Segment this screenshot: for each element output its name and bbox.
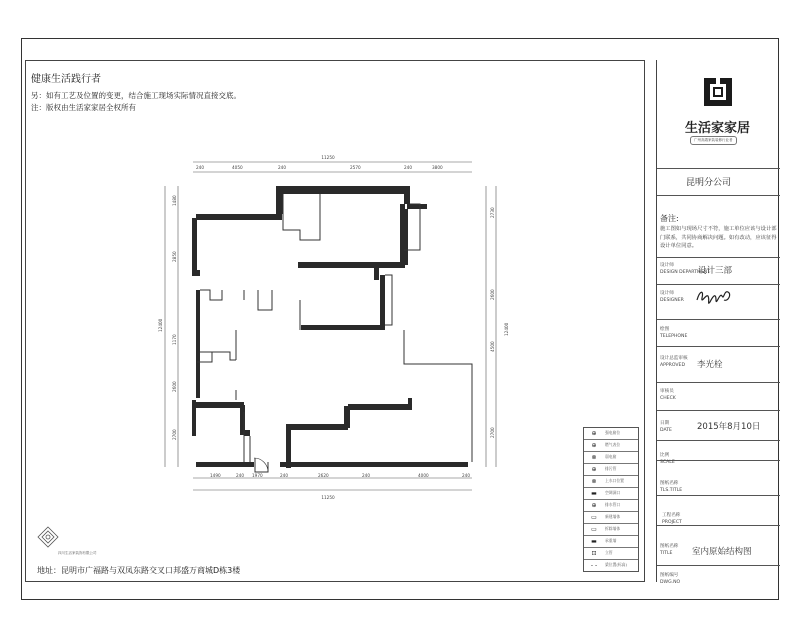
legend-row xyxy=(584,524,638,536)
wall-segment xyxy=(276,186,283,214)
field-label: 设计总监审核 APPROVED xyxy=(660,356,688,368)
legend-row xyxy=(584,488,638,500)
brand-tagline: 广州高端家装装修行业者 xyxy=(690,136,737,145)
company-slogan: 健康生活践行者 xyxy=(31,74,101,85)
legend-label: 承重墙 xyxy=(605,538,617,543)
legend-symbol: ⊕ xyxy=(591,466,597,473)
legend-label: 强电箱位 xyxy=(605,430,621,435)
legend-row xyxy=(584,476,638,488)
wall-segment xyxy=(407,204,427,209)
legend-symbol: ⊗ xyxy=(591,454,597,461)
copyright-note: 注：版权由生活家家居全权所有 xyxy=(31,103,136,112)
field-label: 设计师 DESIGN DEPARTMENT xyxy=(660,263,710,275)
legend-symbol: ⊡ xyxy=(591,550,597,557)
title-block-divider xyxy=(657,410,780,411)
dim-bottom-total: 11250 xyxy=(321,495,335,500)
legend-label: 弱电箱 xyxy=(605,454,617,459)
legend-row xyxy=(584,440,638,452)
legend-label: 上水口位置 xyxy=(605,478,624,483)
legend-symbol: ⊕ xyxy=(591,502,597,509)
notes-title: 备注: xyxy=(660,214,679,223)
legend-row xyxy=(584,548,638,560)
wall-segment xyxy=(196,214,282,220)
legend-label: 立管 xyxy=(605,550,613,555)
dim-right: 2700 xyxy=(490,427,495,438)
wall-segment xyxy=(286,424,291,468)
dim-bottom: 240 xyxy=(362,473,370,478)
notes-body: 施工图如与现场尺寸不符，施工单位应该与设计部门联系，共同协商解决问题。如有改动，应该征得设计单位同意。 xyxy=(660,226,777,249)
wall-segment xyxy=(192,400,196,436)
wall-segment xyxy=(280,462,468,467)
dim-left: 2700 xyxy=(172,429,177,440)
title-block-divider xyxy=(657,382,780,383)
dim-top: 3800 xyxy=(432,165,443,170)
title-block-divider xyxy=(657,195,780,196)
field-label: 图纸名称 TLS.TITLE xyxy=(660,481,683,493)
dim-top: 240 xyxy=(278,165,286,170)
dim-left: 1170 xyxy=(172,334,177,345)
legend-symbol: ▬ xyxy=(591,490,597,497)
legend-symbol: ▭ xyxy=(591,526,597,533)
title-block-divider xyxy=(657,168,780,169)
change-note: 另：如有工艺及位置的变更，结合施工现场实际情况直接交底。 xyxy=(31,91,241,100)
dim-top: 240 xyxy=(404,165,412,170)
brand-logo-icon xyxy=(703,77,733,107)
dim-bottom: 2620 xyxy=(318,473,329,478)
wall-segment xyxy=(408,398,412,410)
legend-symbol: ⊕ xyxy=(591,430,597,437)
legend-label: 梁位置(标高) xyxy=(605,562,627,567)
wall-outline xyxy=(385,275,392,325)
wall-segment xyxy=(348,404,412,410)
dim-top: 240 xyxy=(196,165,204,170)
dim-top: 2570 xyxy=(350,165,361,170)
wall-outline xyxy=(200,290,222,300)
wall-segment xyxy=(192,218,197,273)
legend-symbol: - - xyxy=(590,562,598,569)
legend-row xyxy=(584,464,638,476)
wall-outline xyxy=(404,330,472,410)
wall-outline xyxy=(283,194,320,240)
legend-symbol: ▭ xyxy=(591,514,597,521)
title-block-divider xyxy=(657,565,780,566)
wall-segment xyxy=(404,209,408,265)
wall-segment xyxy=(298,262,404,268)
field-label: 图纸名称 TITLE xyxy=(660,544,679,556)
dim-bottom: 4000 xyxy=(418,473,429,478)
dim-bottom: 1970 xyxy=(252,473,263,478)
wall-segment xyxy=(196,402,244,408)
dim-right: 2600 xyxy=(490,289,495,300)
wall-outline xyxy=(244,290,272,310)
symbol-legend xyxy=(583,427,639,572)
title-block-divider xyxy=(657,284,780,285)
field-label: 工程名称 PROJECT xyxy=(662,513,682,525)
dim-left: 1480 xyxy=(172,195,177,206)
small-logo-text: 四川生活家装饰有限公司 xyxy=(58,551,97,555)
wall-segment xyxy=(244,430,250,436)
wall-segment xyxy=(196,290,200,398)
title-block-divider xyxy=(657,257,780,258)
branch-name: 昆明分公司 xyxy=(686,178,732,188)
dim-right: 2730 xyxy=(490,207,495,218)
legend-row xyxy=(584,512,638,524)
brand-name: 生活家家居 xyxy=(684,121,750,136)
field-label: 图纸编号 DWG.NO xyxy=(660,573,681,585)
dim-top: 4050 xyxy=(232,165,243,170)
dim-right: 4500 xyxy=(490,341,495,352)
field-label: 绘图 TELEPHONE xyxy=(660,327,688,339)
legend-row xyxy=(584,560,638,571)
dim-bottom: 240 xyxy=(236,473,244,478)
legend-symbol: ⊕ xyxy=(591,442,597,449)
title-block-divider xyxy=(657,495,780,496)
dim-top-total: 11250 xyxy=(321,155,335,160)
legend-symbol: ▬ xyxy=(591,538,597,545)
field-label: 设计师 DESIGNER xyxy=(660,291,684,303)
wall-outline xyxy=(200,352,236,360)
wall-segment xyxy=(380,275,385,330)
dim-left-total: 12400 xyxy=(158,318,163,332)
wall-segment xyxy=(192,270,200,276)
legend-row xyxy=(584,428,638,440)
field-label: 审核员 CHECK xyxy=(660,389,676,401)
title-block-divider xyxy=(657,440,780,441)
dim-right-total: 12400 xyxy=(504,322,509,336)
dim-bottom: 240 xyxy=(462,473,470,478)
wall-segment xyxy=(196,462,254,467)
door-swing xyxy=(254,458,268,472)
wall-segment xyxy=(374,268,379,280)
legend-row xyxy=(584,500,638,512)
dim-bottom: 240 xyxy=(280,473,288,478)
dim-bottom: 1490 xyxy=(210,473,221,478)
field-label: 日期 DATE xyxy=(660,421,672,433)
legend-label: 拆除墙体 xyxy=(605,526,621,531)
legend-label: 空调洞口 xyxy=(605,490,621,495)
wall-segment xyxy=(276,186,410,194)
title-block-divider xyxy=(657,319,780,320)
date-value: 2015年8月10日 xyxy=(697,422,761,432)
legend-label: 新建墙体 xyxy=(605,514,621,519)
legend-label: 排污管 xyxy=(605,466,617,471)
load-bearing-walls xyxy=(192,186,468,468)
designer-signature xyxy=(694,286,734,312)
approver-value: 李光栓 xyxy=(697,360,723,370)
legend-label: 排水管口 xyxy=(605,502,621,507)
wall-segment xyxy=(404,186,410,204)
dim-left: 2600 xyxy=(172,381,177,392)
title-block-divider xyxy=(657,460,780,461)
address-line: 地址：昆明市广福路与双凤东路交叉口邦盛万商城D栋3楼 xyxy=(37,566,241,575)
legend-symbol: ⊗ xyxy=(591,478,597,485)
wall-segment xyxy=(301,325,385,330)
title-block-divider xyxy=(657,346,780,347)
field-label: 比例 SCALE xyxy=(660,453,675,465)
company-small-logo xyxy=(36,525,106,565)
dim-left: 2850 xyxy=(172,251,177,262)
legend-label: 燃气表位 xyxy=(605,442,621,447)
drawing-title-value: 室内原始结构图 xyxy=(692,547,752,557)
wall-segment xyxy=(286,424,348,430)
design-department-value: 设计三部 xyxy=(698,266,733,276)
legend-row xyxy=(584,536,638,548)
partition-walls xyxy=(197,194,472,472)
legend-row xyxy=(584,452,638,464)
